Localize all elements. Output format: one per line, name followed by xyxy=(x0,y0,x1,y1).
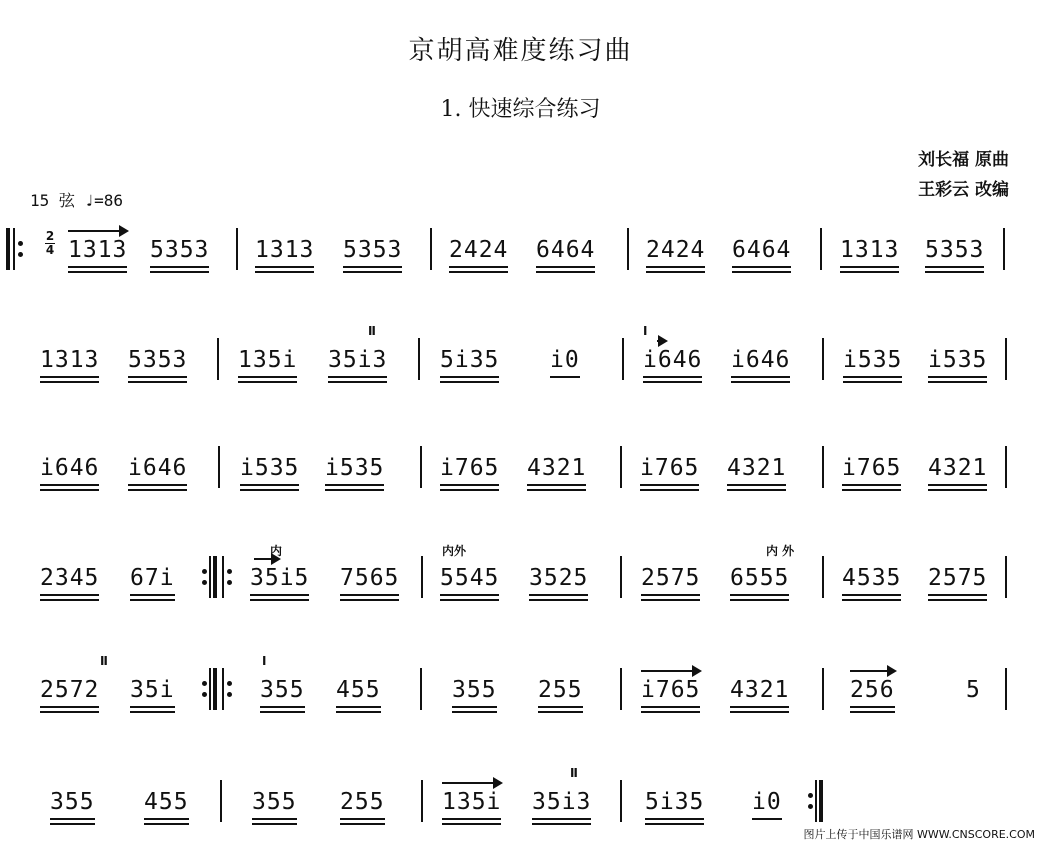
staff-row-6 xyxy=(0,766,1041,832)
repeat-start-sign xyxy=(6,228,24,270)
note-group: i765 xyxy=(842,454,901,482)
bar-line xyxy=(822,668,824,710)
note-group: 135i xyxy=(442,788,501,816)
note-group: 355 xyxy=(50,788,95,816)
note-group: 2575 xyxy=(641,564,700,592)
note-group: 2575 xyxy=(928,564,987,592)
note-group: i765 xyxy=(440,454,499,482)
note-group: 455 xyxy=(144,788,189,816)
note-group: 355 xyxy=(452,676,497,704)
note-group: Ⅰ i646 xyxy=(643,346,702,374)
note-group: Ⅱ 35i3 xyxy=(532,788,591,816)
note-group: 内 外 6555 xyxy=(730,564,789,592)
time-signature: 2 4 xyxy=(45,229,55,257)
piece-subtitle: 1. 快速综合练习 xyxy=(440,97,601,122)
note-group: i646 xyxy=(731,346,790,374)
bar-line xyxy=(418,338,420,380)
note-group: 255 xyxy=(538,676,583,704)
note-group: 6464 xyxy=(732,236,791,264)
staff-row-3 xyxy=(0,438,1041,498)
bar-line xyxy=(1003,228,1005,270)
note-group: 455 xyxy=(336,676,381,704)
bar-line xyxy=(217,338,219,380)
note-group: i765 xyxy=(640,454,699,482)
note-group: 5353 xyxy=(150,236,209,264)
bar-line xyxy=(420,668,422,710)
note-group: i0 xyxy=(550,346,580,374)
bar-line xyxy=(1005,446,1007,488)
note-group: 4321 xyxy=(727,454,786,482)
note-group: 2424 xyxy=(646,236,705,264)
note-group: i765 xyxy=(641,676,700,704)
staff-row-5 xyxy=(0,654,1041,720)
source-watermark: 图片上传于中国乐谱网 WWW.CNSCORE.COM xyxy=(803,828,1035,841)
note-group: 4535 xyxy=(842,564,901,592)
bar-line xyxy=(236,228,238,270)
bar-line xyxy=(822,556,824,598)
bar-line xyxy=(1005,668,1007,710)
note-group: 67i xyxy=(130,564,175,592)
note-group: Ⅱ 2572 xyxy=(40,676,99,704)
note-group: i535 xyxy=(325,454,384,482)
arranger-credit: 王彩云 改编 xyxy=(918,180,1009,200)
bar-line xyxy=(1005,338,1007,380)
note-group: 355 xyxy=(252,788,297,816)
note-group: 1313 xyxy=(255,236,314,264)
bar-line xyxy=(218,446,220,488)
bar-line xyxy=(620,780,622,822)
bar-line xyxy=(430,228,432,270)
note-group: 2424 xyxy=(449,236,508,264)
tempo-marking: 15 弦 ♩=86 xyxy=(30,191,124,210)
bar-line xyxy=(627,228,629,270)
note-group: i646 xyxy=(128,454,187,482)
bar-line xyxy=(620,668,622,710)
repeat-end-start-sign xyxy=(202,556,220,598)
bar-line xyxy=(220,780,222,822)
note-group: 1313 xyxy=(40,346,99,374)
note-group: Ⅱ 35i3 xyxy=(328,346,387,374)
note-group: 5353 xyxy=(925,236,984,264)
composer-credit: 刘长福 原曲 xyxy=(918,150,1009,170)
staff-row-4 xyxy=(0,544,1041,608)
note-group: 5353 xyxy=(128,346,187,374)
note-group: i535 xyxy=(928,346,987,374)
bar-line xyxy=(822,338,824,380)
bar-line xyxy=(421,556,423,598)
staff-row-1 xyxy=(0,220,1041,280)
note-group: i535 xyxy=(240,454,299,482)
repeat-start-sign xyxy=(222,668,240,710)
bar-line xyxy=(620,556,622,598)
note-group: i535 xyxy=(843,346,902,374)
repeat-start-sign xyxy=(222,556,240,598)
note-group: 1313 xyxy=(840,236,899,264)
repeat-end-sign xyxy=(808,780,826,822)
bar-line xyxy=(620,446,622,488)
bar-line xyxy=(820,228,822,270)
note-group: Ⅰ 355 xyxy=(260,676,305,704)
note-group: 内外 5545 xyxy=(440,564,499,592)
note-group: 5i35 xyxy=(440,346,499,374)
page-title: 京胡高难度练习曲 xyxy=(408,36,633,66)
note-group: 5353 xyxy=(343,236,402,264)
bar-line xyxy=(421,780,423,822)
repeat-end-start-sign xyxy=(202,668,220,710)
note-group: 135i xyxy=(238,346,297,374)
bar-line xyxy=(1005,556,1007,598)
bar-line xyxy=(420,446,422,488)
note-group: 2345 xyxy=(40,564,99,592)
note-group: 255 xyxy=(340,788,385,816)
note-group: 内 35i5 xyxy=(250,564,309,592)
note-group: 256 xyxy=(850,676,895,704)
note-group: 35i xyxy=(130,676,175,704)
bar-line xyxy=(622,338,624,380)
note-group: 5i35 xyxy=(645,788,704,816)
note-group: 6464 xyxy=(536,236,595,264)
note-group: i646 xyxy=(40,454,99,482)
note-group: i0 xyxy=(752,788,782,816)
note-group: 7565 xyxy=(340,564,399,592)
staff-row-2 xyxy=(0,324,1041,390)
note-group: 3525 xyxy=(529,564,588,592)
note-group: 5 xyxy=(966,677,981,703)
note-group: 4321 xyxy=(928,454,987,482)
note-group: 1313 xyxy=(68,236,127,264)
bar-line xyxy=(822,446,824,488)
note-group: 4321 xyxy=(527,454,586,482)
note-group: 4321 xyxy=(730,676,789,704)
